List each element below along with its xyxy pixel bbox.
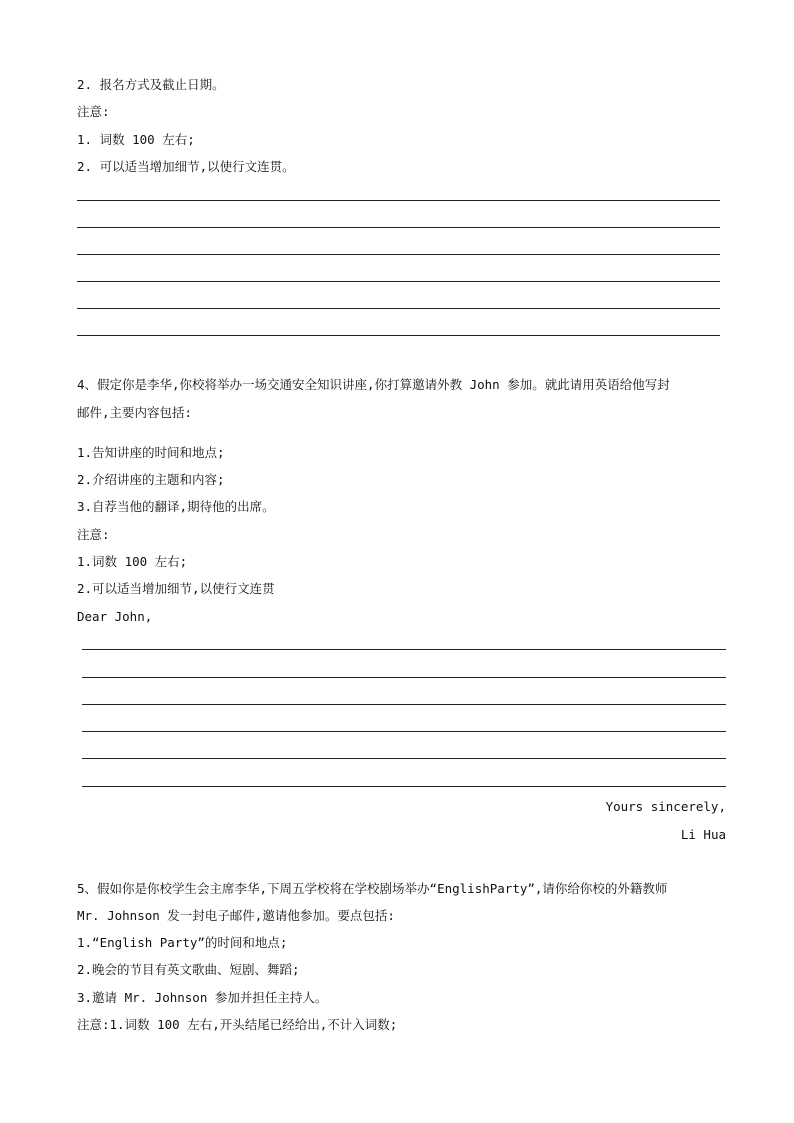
q4-closing: Yours sincerely, bbox=[605, 799, 726, 814]
answer-line[interactable] bbox=[77, 227, 720, 228]
answer-line[interactable] bbox=[82, 786, 726, 787]
q4-item-1: 1.告知讲座的时间和地点; bbox=[77, 445, 225, 460]
answer-line[interactable] bbox=[77, 281, 720, 282]
q4-item-3: 3.自荐当他的翻译,期待他的出席。 bbox=[77, 499, 275, 514]
answer-line[interactable] bbox=[82, 677, 726, 678]
answer-line[interactable] bbox=[77, 308, 720, 309]
q5-item-1: 1.“English Party”的时间和地点; bbox=[77, 935, 288, 950]
q5-prompt-line-1: 5、假如你是你校学生会主席李华,下周五学校将在学校剧场举办“EnglishParty”,请你给你校的外籍教师 bbox=[77, 881, 668, 896]
q4-note-label: 注意: bbox=[77, 527, 110, 542]
answer-line[interactable] bbox=[77, 254, 720, 255]
q5-item-3: 3.邀请 Mr. Johnson 参加并担任主持人。 bbox=[77, 990, 328, 1005]
q4-prompt-line-1: 4、假定你是李华,你校将举办一场交通安全知识讲座,你打算邀请外教 John 参加。就此请用英语给他写封 bbox=[77, 377, 670, 392]
q4-note-2: 2.可以适当增加细节,以使行文连贯 bbox=[77, 581, 275, 596]
answer-line[interactable] bbox=[77, 200, 720, 201]
q5-note: 注意:1.词数 100 左右,开头结尾已经给出,不计入词数; bbox=[77, 1017, 398, 1032]
answer-line[interactable] bbox=[82, 758, 726, 759]
answer-line[interactable] bbox=[82, 731, 726, 732]
q5-item-2: 2.晚会的节目有英文歌曲、短剧、舞蹈; bbox=[77, 962, 300, 977]
q3-note-2: 2. 可以适当增加细节,以使行文连贯。 bbox=[77, 159, 295, 174]
q3-note-label: 注意: bbox=[77, 104, 110, 119]
q3-item-2: 2. 报名方式及截止日期。 bbox=[77, 77, 225, 92]
q4-salutation: Dear John, bbox=[77, 609, 153, 624]
q4-item-2: 2.介绍讲座的主题和内容; bbox=[77, 472, 225, 487]
answer-line[interactable] bbox=[82, 704, 726, 705]
q4-signature: Li Hua bbox=[680, 827, 726, 842]
q4-prompt-line-2: 邮件,主要内容包括: bbox=[77, 405, 193, 420]
q5-prompt-line-2: Mr. Johnson 发一封电子邮件,邀请他参加。要点包括: bbox=[77, 908, 395, 923]
q4-note-1: 1.词数 100 左右; bbox=[77, 554, 188, 569]
answer-line[interactable] bbox=[82, 649, 726, 650]
answer-line[interactable] bbox=[77, 335, 720, 336]
q3-note-1: 1. 词数 100 左右; bbox=[77, 132, 195, 147]
